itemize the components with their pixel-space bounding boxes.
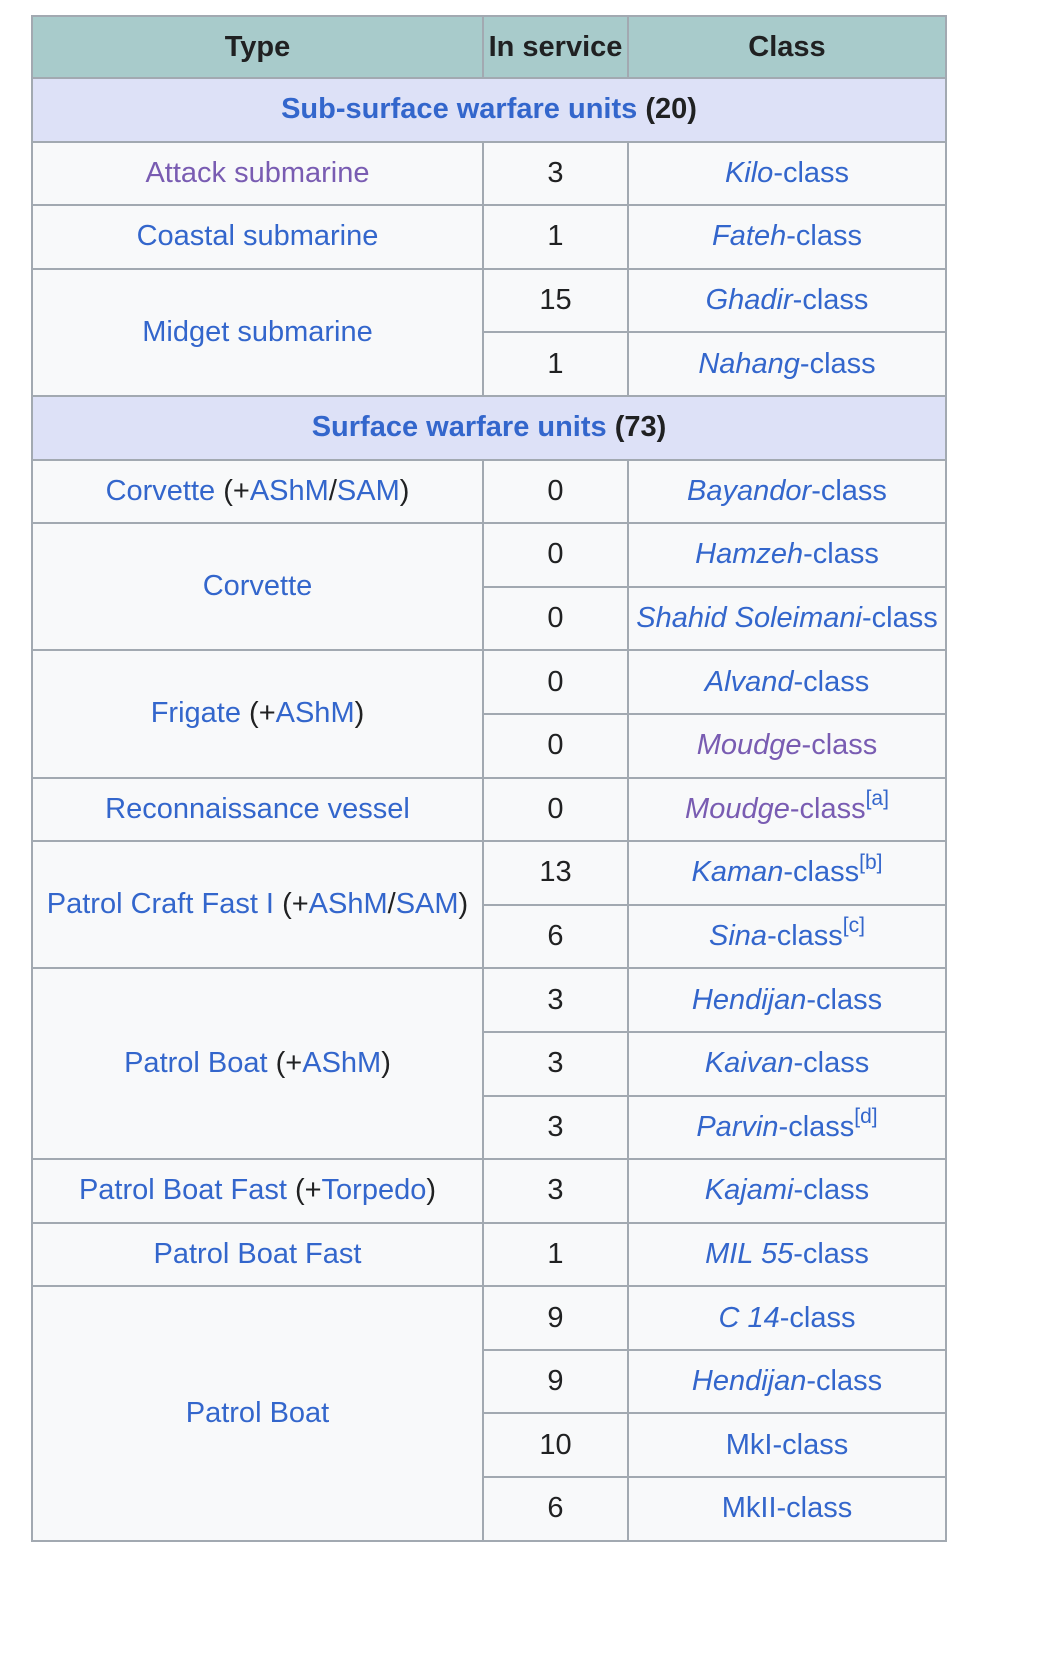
footnote-a[interactable]: [a] xyxy=(865,787,889,811)
class-link[interactable]: Fateh-class xyxy=(712,220,862,253)
footnote-c[interactable]: [c] xyxy=(842,914,865,938)
count-cell: 3 xyxy=(483,142,628,206)
header-in-service[interactable]: In service xyxy=(483,16,628,78)
count-cell: 0 xyxy=(483,778,628,842)
table-row xyxy=(32,1286,946,1350)
table-row xyxy=(32,142,946,206)
footnote-b[interactable]: [b] xyxy=(859,850,883,874)
class-cell xyxy=(628,587,946,651)
type-link[interactable]: Patrol Craft Fast I xyxy=(46,888,274,921)
count-cell: 0 xyxy=(483,587,628,651)
class-cell xyxy=(628,1477,946,1541)
table-row xyxy=(32,205,946,269)
type-cell xyxy=(32,778,483,842)
sam-link[interactable]: SAM xyxy=(395,888,459,921)
type-cell: Corvette (+AShM/SAM) xyxy=(32,460,483,524)
count-cell: 3 xyxy=(483,968,628,1032)
type-link[interactable]: Coastal submarine xyxy=(136,220,379,253)
table-row xyxy=(32,523,946,587)
type-link[interactable]: Patrol Boat xyxy=(124,1047,268,1080)
type-link[interactable]: Corvette xyxy=(202,570,313,603)
count-cell: 3 xyxy=(483,1032,628,1096)
type-cell xyxy=(32,142,483,206)
type-link[interactable]: Reconnaissance vessel xyxy=(105,792,410,825)
class-link[interactable]: Sina-class xyxy=(709,920,843,953)
table-row xyxy=(32,968,946,1032)
section-header-sub-surface xyxy=(32,78,946,142)
class-link[interactable]: MIL 55-class xyxy=(705,1237,869,1270)
type-cell xyxy=(32,269,483,396)
class-link[interactable]: MkII-class xyxy=(721,1492,853,1525)
type-cell: Patrol Boat (+AShM) xyxy=(32,968,483,1159)
surface-link[interactable]: Surface warfare units xyxy=(311,411,607,444)
class-link[interactable]: Shahid Soleimani-class xyxy=(636,602,938,635)
count-cell: 1 xyxy=(483,1223,628,1287)
class-cell xyxy=(628,650,946,714)
count-cell: 3 xyxy=(483,1159,628,1223)
count-cell: 10 xyxy=(483,1413,628,1477)
type-cell: Patrol Boat Fast (+Torpedo) xyxy=(32,1159,483,1223)
units-table-container xyxy=(31,15,947,1542)
type-link[interactable]: Patrol Boat xyxy=(185,1396,330,1429)
table-row xyxy=(32,269,946,333)
header-type[interactable]: Type xyxy=(32,16,483,78)
type-cell: Patrol Craft Fast I (+AShM/SAM) xyxy=(32,841,483,968)
section-header-surface xyxy=(32,396,946,460)
class-link[interactable]: Moudge-class xyxy=(685,792,866,825)
type-cell xyxy=(32,205,483,269)
type-cell xyxy=(32,523,483,650)
table-row xyxy=(32,650,946,714)
class-link[interactable]: C 14-class xyxy=(718,1301,856,1334)
count-cell: 15 xyxy=(483,269,628,333)
count-cell: 9 xyxy=(483,1350,628,1414)
type-link[interactable]: Patrol Boat Fast xyxy=(153,1237,362,1270)
type-link[interactable]: Corvette xyxy=(105,474,216,507)
type-link[interactable]: Attack submarine xyxy=(145,156,370,189)
section-row-sub-surface xyxy=(32,78,946,142)
section-row-surface xyxy=(32,396,946,460)
type-cell xyxy=(32,1223,483,1287)
table-row xyxy=(32,460,946,524)
count-cell: 13 xyxy=(483,841,628,905)
class-cell xyxy=(628,1350,946,1414)
class-cell xyxy=(628,905,946,969)
class-cell xyxy=(628,1286,946,1350)
class-cell xyxy=(628,778,946,842)
class-link[interactable]: Hendijan-class xyxy=(691,983,883,1016)
footnote-d[interactable]: [d] xyxy=(854,1105,878,1129)
count-cell: 1 xyxy=(483,205,628,269)
class-link[interactable]: Alvand-class xyxy=(704,665,870,698)
ashm-link[interactable]: AShM xyxy=(308,888,388,921)
class-cell xyxy=(628,1032,946,1096)
sub-surface-count: (20) xyxy=(645,93,697,126)
class-link[interactable]: Kaivan-class xyxy=(704,1047,870,1080)
class-cell xyxy=(628,205,946,269)
class-link[interactable]: Kilo-class xyxy=(724,156,850,189)
class-link[interactable]: MkI-class xyxy=(725,1428,849,1461)
table-row xyxy=(32,778,946,842)
count-cell: 6 xyxy=(483,1477,628,1541)
ashm-link[interactable]: AShM xyxy=(302,1047,382,1080)
type-cell: Frigate (+AShM) xyxy=(32,650,483,777)
surface-count: (73) xyxy=(614,411,667,444)
type-link[interactable]: Midget submarine xyxy=(142,315,373,348)
class-cell xyxy=(628,1223,946,1287)
class-cell xyxy=(628,1159,946,1223)
table-row xyxy=(32,1223,946,1287)
type-link[interactable]: Patrol Boat Fast xyxy=(78,1174,287,1207)
class-link[interactable]: Ghadir-class xyxy=(705,284,869,317)
table-row xyxy=(32,1159,946,1223)
class-link[interactable]: Hamzeh-class xyxy=(695,538,879,571)
count-cell: 6 xyxy=(483,905,628,969)
count-cell: 1 xyxy=(483,332,628,396)
count-cell: 0 xyxy=(483,460,628,524)
class-link[interactable]: Hendijan-class xyxy=(691,1365,883,1398)
count-cell: 0 xyxy=(483,523,628,587)
class-cell xyxy=(628,968,946,1032)
table-row xyxy=(32,841,946,905)
torpedo-link[interactable]: Torpedo xyxy=(321,1174,427,1207)
sub-surface-link[interactable]: Sub-surface warfare units xyxy=(281,93,638,126)
count-cell: 9 xyxy=(483,1286,628,1350)
class-cell xyxy=(628,460,946,524)
ashm-link[interactable]: AShM xyxy=(275,697,355,730)
ashm-link[interactable]: AShM xyxy=(249,474,329,507)
sam-link[interactable]: SAM xyxy=(336,474,400,507)
class-link[interactable]: Kajami-class xyxy=(704,1174,870,1207)
class-cell xyxy=(628,142,946,206)
count-cell: 3 xyxy=(483,1096,628,1160)
naval-units-table xyxy=(31,15,947,1542)
class-link[interactable]: Bayandor-class xyxy=(687,474,887,507)
class-link[interactable]: Nahang-class xyxy=(698,347,876,380)
class-cell xyxy=(628,269,946,333)
header-class[interactable]: Class xyxy=(628,16,946,78)
class-link[interactable]: Moudge-class xyxy=(696,729,878,762)
type-cell xyxy=(32,1286,483,1540)
header-row xyxy=(32,16,946,78)
count-cell: 0 xyxy=(483,650,628,714)
class-cell xyxy=(628,523,946,587)
type-link[interactable]: Frigate xyxy=(150,697,241,730)
class-cell xyxy=(628,841,946,905)
class-link[interactable]: Parvin-class xyxy=(696,1110,855,1143)
class-cell xyxy=(628,332,946,396)
class-cell xyxy=(628,714,946,778)
class-link[interactable]: Kaman-class xyxy=(691,856,860,889)
class-cell xyxy=(628,1413,946,1477)
count-cell: 0 xyxy=(483,714,628,778)
class-cell xyxy=(628,1096,946,1160)
